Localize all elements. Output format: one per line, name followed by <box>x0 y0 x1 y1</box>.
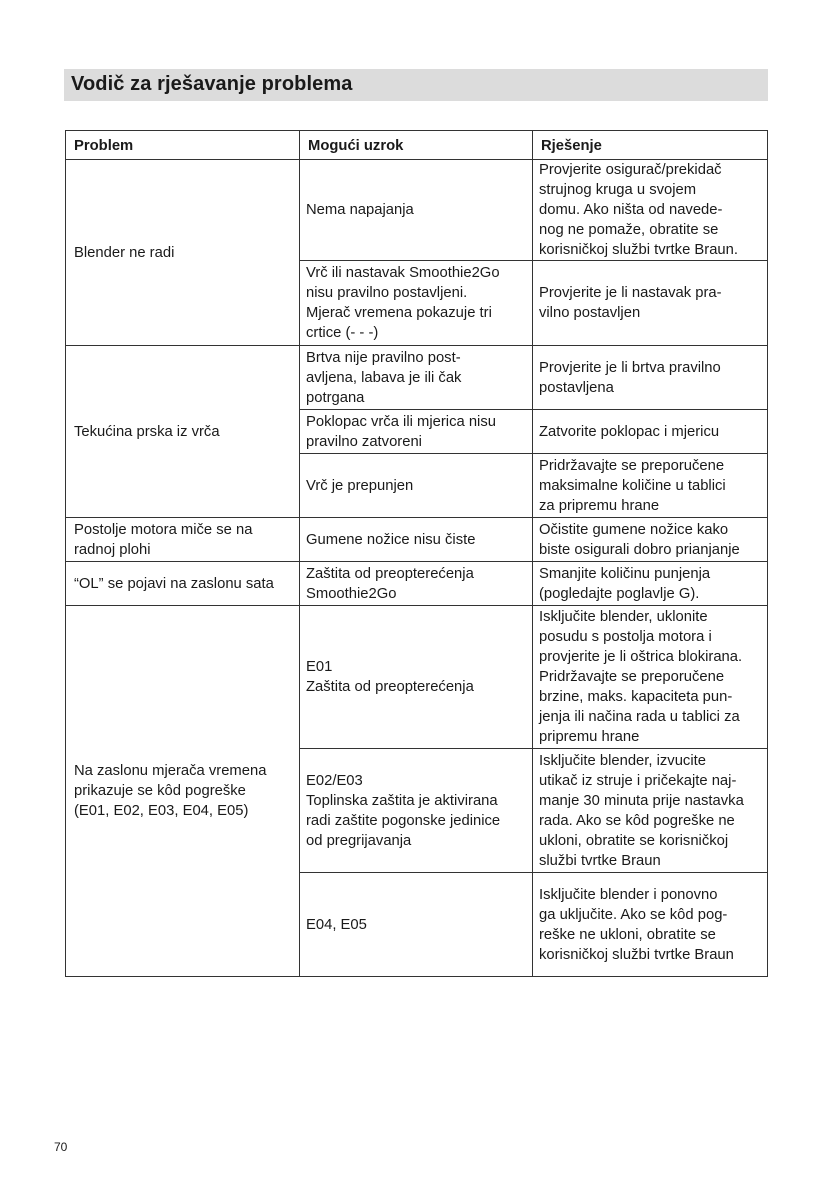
cause-text: Brtva nije pravilno post- avljena, labava je ili čak potrgana <box>306 349 462 406</box>
problem-text: Blender ne radi <box>74 244 175 261</box>
table-row <box>66 160 768 261</box>
cause-text: Zaštita od preopterećenja Smoothie2Go <box>306 565 474 602</box>
solution-cell <box>533 454 768 518</box>
cause-text: Vrč ili nastavak Smoothie2Go nisu pravilno postavljeni. Mjerač vremena pokazuje tri crtice (- - -) <box>306 265 500 341</box>
header-cause: Mogući uzrok <box>300 131 533 160</box>
solution-text: Provjerite je li brtva pravilno postavljena <box>539 359 721 396</box>
table-header-row <box>66 131 768 160</box>
cause-cell <box>300 160 533 261</box>
solution-cell <box>533 518 768 562</box>
problem-cell <box>66 518 300 562</box>
solution-cell <box>533 873 768 977</box>
solution-cell <box>533 562 768 606</box>
cause-text: E01 Zaštita od preopterećenja <box>306 659 474 695</box>
solution-text: Zatvorite poklopac i mjericu <box>539 423 720 440</box>
solution-text: Isključite blender i ponovno ga uključite. Ako se kôd pog- reške ne ukloni, obratite se korisničkoj službi tvrtke Braun <box>539 886 734 963</box>
solution-cell <box>533 410 768 454</box>
table-row <box>66 346 768 410</box>
troubleshooting-table <box>65 130 768 977</box>
solution-text: Provjerite je li nastavak pra- vilno postavljen <box>539 285 722 321</box>
cause-text: Poklopac vrča ili mjerica nisu pravilno zatvoreni <box>306 413 496 450</box>
cause-cell <box>300 873 533 977</box>
solution-text: Isključite blender, izvucite utikač iz struje i pričekajte naj- manje 30 minuta prije nastavka rada. Ako se kôd pogreške ne ukloni, obratite se korisničkoj službi tvrtke Braun <box>539 752 744 869</box>
cause-text: E02/E03 Toplinska zaštita je aktivirana radi zaštite pogonske jedinice od pregrijavanja <box>306 772 501 849</box>
cause-cell <box>300 518 533 562</box>
cause-text: Vrč je prepunjen <box>306 477 414 494</box>
solution-text: Očistite gumene nožice kako biste osigurali dobro prianjanje <box>539 521 740 558</box>
cause-cell <box>300 606 533 749</box>
solution-cell <box>533 261 768 346</box>
cause-text: Nema napajanja <box>306 202 414 218</box>
table-row <box>66 518 768 562</box>
cause-text: E04, E05 <box>306 916 367 933</box>
header-solution: Rješenje <box>533 131 768 160</box>
solution-text: Pridržavajte se preporučene maksimalne količine u tablici za pripremu hrane <box>539 457 726 514</box>
problem-cell <box>66 160 300 346</box>
cause-cell <box>300 346 533 410</box>
problem-cell <box>66 346 300 518</box>
cause-cell <box>300 410 533 454</box>
solution-cell <box>533 160 768 261</box>
page-number: 70 <box>54 1140 68 1154</box>
solution-text: Provjerite osigurač/prekidač strujnog kruga u svojem domu. Ako ništa od navede- nog ne pomaže, obratite se korisničkoj službi tvrtke Braun. <box>539 162 739 258</box>
cause-text: Gumene nožice nisu čiste <box>306 531 476 548</box>
solution-cell <box>533 749 768 873</box>
solution-cell <box>533 606 768 749</box>
problem-cell <box>66 606 300 977</box>
table-row <box>66 606 768 749</box>
cause-cell <box>300 562 533 606</box>
header-problem: Problem <box>66 131 300 160</box>
problem-text: Na zaslonu mjerača vremena prikazuje se kôd pogreške (E01, E02, E03, E04, E05) <box>74 763 267 819</box>
problem-cell <box>66 562 300 606</box>
problem-text: Tekućina prska iz vrča <box>74 423 220 440</box>
problem-text: Postolje motora miče se na radnoj plohi <box>74 521 253 558</box>
solution-text: Isključite blender, uklonite posudu s postolja motora i provjerite je li oštrica blokirana. Pridržavajte se preporučene brzine, maks. kapaciteta pun- jenja ili načina rada u tablici za pripremu hrane <box>539 609 743 745</box>
problem-text: “OL” se pojavi na zaslonu sata <box>74 575 274 592</box>
cause-cell <box>300 261 533 346</box>
solution-text: Smanjite količinu punjenja (pogledajte poglavlje G). <box>539 565 711 602</box>
cause-cell <box>300 454 533 518</box>
table-row <box>66 562 768 606</box>
page-title: Vodič za rješavanje problema <box>64 69 768 101</box>
solution-cell <box>533 346 768 410</box>
cause-cell <box>300 749 533 873</box>
